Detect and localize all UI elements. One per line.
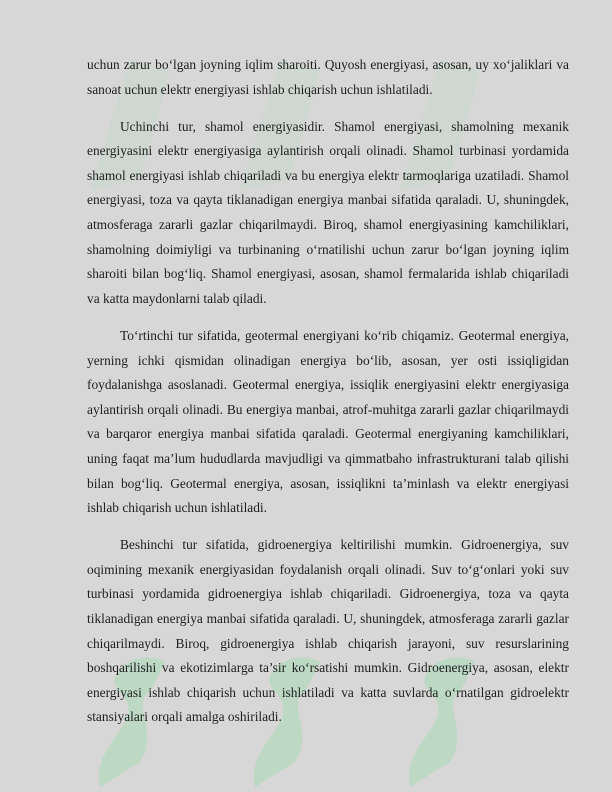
body-text: [87, 53, 569, 742]
paragraph: Beshinchi tur sifatida, gidroenergiya keltirilishi mumkin. Gidroenergiya, suv oqimining mexanik energiyasidan foydalanish orqali olinadi. Suv to‘g‘onlari yoki suv turbinasi yordamida gidroenergiya ishlab chiqariladi. Gidroenergiya, toza va qayta tiklanadigan energiya manbai sifatida qaraladi. U, shuningdek, atmosferaga zararli gazlar chiqarilmaydi. Biroq, gidroenergiya ishlab chiqarish jarayoni, suv resurslarining boshqarilishi va ekotizimlarga ta’sir ko‘rsatishi mumkin. Gidroenergiya, asosan, elektr energiyasi ishlab chiqarish uchun ishlatiladi va katta suvlarda o‘rnatilgan gidroelektr stansiyalari orqali amalga oshiriladi.: [87, 537, 569, 725]
paragraph: To‘rtinchi tur sifatida, geotermal energiyani ko‘rib chiqamiz. Geotermal energiya, yerning ichki qismidan olinadigan energiya bo‘lib, asosan, yer osti issiqligidan foydalanishga asoslanadi. Geotermal energiya, issiqlik energiyasini elektr energiyasiga aylantirish orqali olinadi. Bu energiya manbai, atrof-muhitga zararli gazlar chiqarilmaydi va barqaror energiya manbai sifatida qaraladi. Geotermal energiyaning kamchiliklari, uning faqat ma’lum hududlarda mavjudligi va qimmatbaho infrastrukturani talab qilishi bilan bog‘liq. Geotermal energiya, asosan, issiqlikni ta’minlash va elektr energiyasi ishlab chiqarish uchun ishlatiladi.: [87, 327, 569, 516]
paragraph: uchun zarur bo‘lgan joyning iqlim sharoiti. Quyosh energiyasi, asosan, uy xo‘jaliklari va sanoat uchun elektr energiyasi ishlab chiqarish uchun ishlatiladi.: [87, 57, 569, 97]
paragraph: Uchinchi tur, shamol energiyasidir. Shamol energiyasi, shamolning mexanik energiyasini elektr energiyasiga aylantirish orqali olinadi. Shamol turbinasi yordamida shamol energiyasi ishlab chiqariladi va bu energiya elektr tarmoqlariga uzatiladi. Shamol energiyasi, toza va qayta tiklanadigan energiya manbai sifatida qaraladi. U, shuningdek, atmosferaga zararli gazlar chiqarilmaydi. Biroq, shamol energiyasining kamchiliklari, shamolning doimiyligi va turbinaning o‘rnatilishi uchun zarur bo‘lgan joyning iqlim sharoiti bilan bog‘liq. Shamol energiyasi, asosan, shamol fermalarida ishlab chiqariladi va katta maydonlarni talab qiladi.: [87, 118, 569, 306]
